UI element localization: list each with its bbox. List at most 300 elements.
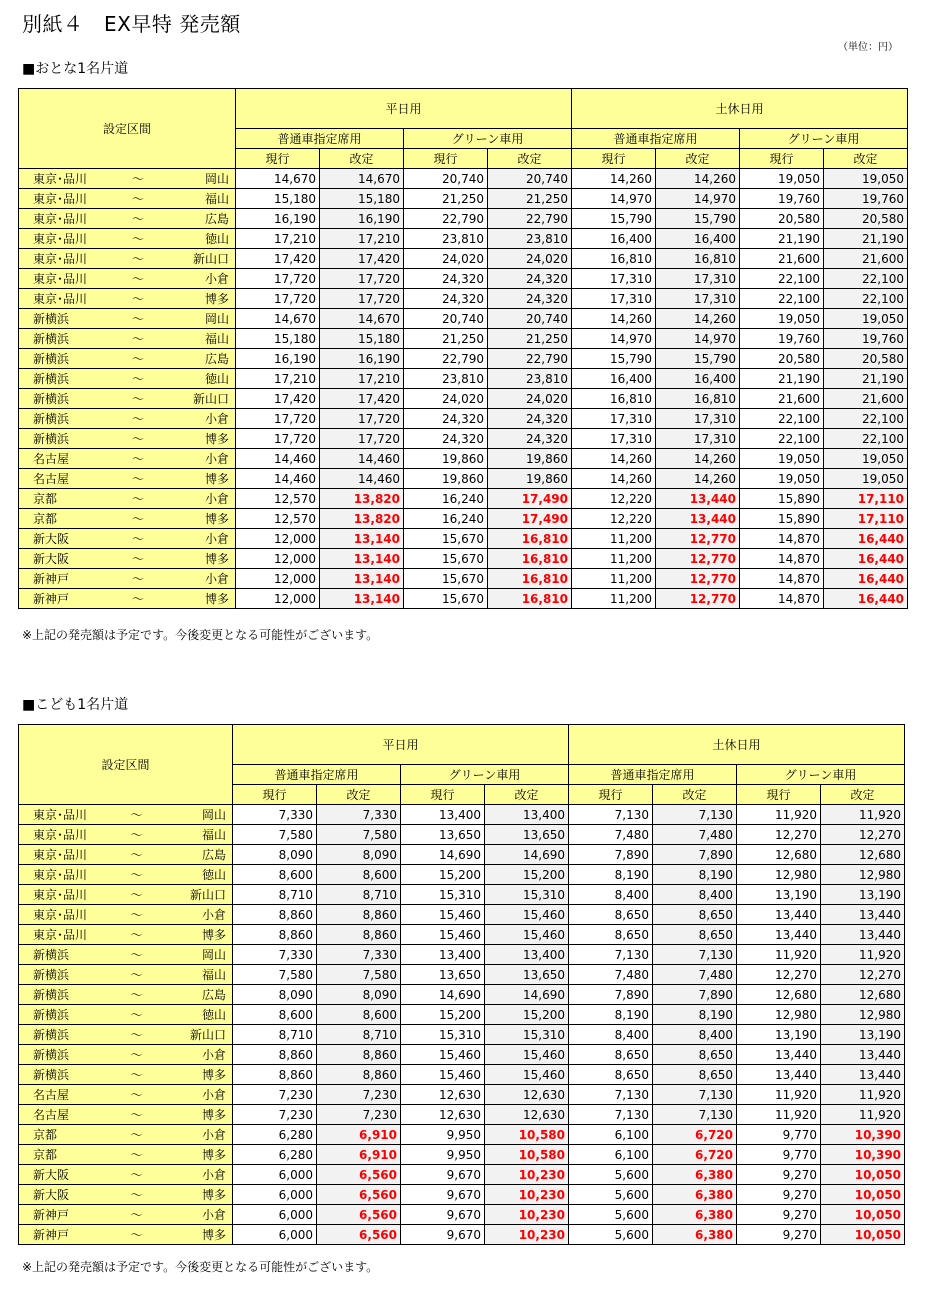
route-to: 岡山 [201, 808, 226, 822]
revised-fare-cell: 13,820 [320, 489, 404, 509]
route-from: 京都 [33, 492, 58, 506]
current-fare-cell: 21,190 [740, 229, 824, 249]
route-cell [19, 1125, 233, 1145]
route-cell [19, 945, 233, 965]
route [21, 1186, 230, 1203]
current-fare-cell: 12,000 [236, 569, 320, 589]
route-from: 新神戸 [33, 592, 70, 606]
route-to: 小倉 [201, 908, 226, 922]
revised-fare-cell: 13,140 [320, 549, 404, 569]
revised-fare-cell: 8,090 [317, 845, 401, 865]
route-to: 博多 [201, 1068, 226, 1082]
reserved-seat-header: 普通車指定席用 [236, 129, 404, 149]
revised-fare-cell: 8,190 [653, 1005, 737, 1025]
revised-fare-cell: 11,920 [821, 1085, 905, 1105]
table-row [19, 905, 905, 925]
current-fare-cell: 19,860 [404, 449, 488, 469]
current-fare-cell: 11,920 [737, 945, 821, 965]
current-fare-cell: 13,440 [737, 925, 821, 945]
route-from: 東京･品川 [33, 888, 88, 902]
current-fare-cell: 24,020 [404, 249, 488, 269]
revised-fare-cell: 7,580 [317, 825, 401, 845]
revised-fare-cell: 16,440 [824, 549, 908, 569]
current-fare-cell: 14,670 [236, 169, 320, 189]
current-fare-cell: 15,790 [572, 209, 656, 229]
current-fare-cell: 12,630 [401, 1085, 485, 1105]
route [21, 826, 230, 843]
route-tilde: ～ [131, 452, 144, 466]
revised-fare-cell: 11,920 [821, 1105, 905, 1125]
current-fare-cell: 17,720 [236, 269, 320, 289]
current-fare-cell: 19,050 [740, 169, 824, 189]
revised-fare-cell: 16,400 [656, 229, 740, 249]
route-to: 博多 [204, 472, 229, 486]
revised-fare-cell: 16,810 [656, 389, 740, 409]
route [21, 866, 230, 883]
route [21, 846, 230, 863]
current-fare-cell: 6,100 [569, 1125, 653, 1145]
current-fare-cell: 9,270 [737, 1185, 821, 1205]
route-from: 東京･品川 [33, 928, 88, 942]
route-from: 新神戸 [33, 1208, 70, 1222]
revised-fare-cell: 22,100 [824, 289, 908, 309]
route-to: 新山口 [189, 1028, 226, 1042]
route-cell [19, 1205, 233, 1225]
current-fare-cell: 14,970 [572, 329, 656, 349]
revised-fare-cell: 10,230 [485, 1185, 569, 1205]
route-cell [19, 229, 236, 249]
route-to: 小倉 [201, 1128, 226, 1142]
child-fare-table [18, 724, 905, 1245]
current-fare-cell: 24,320 [404, 409, 488, 429]
route-cell [19, 1185, 233, 1205]
weekday-header: 平日用 [233, 725, 569, 765]
route-to: 博多 [204, 432, 229, 446]
route-cell [19, 1105, 233, 1125]
table-row [19, 569, 908, 589]
route-tilde: ～ [131, 272, 144, 286]
revised-fare-cell: 16,440 [824, 589, 908, 609]
current-fare-cell: 7,130 [569, 1105, 653, 1125]
current-fare-cell: 11,920 [737, 1085, 821, 1105]
route-to: 博多 [204, 292, 229, 306]
table-row [19, 1165, 905, 1185]
current-fare-cell: 6,280 [233, 1125, 317, 1145]
current-fare-cell: 7,890 [569, 985, 653, 1005]
route-cell [19, 249, 236, 269]
revised-fare-cell: 14,460 [320, 469, 404, 489]
route-from: 新横浜 [33, 1028, 70, 1042]
route-tilde: ～ [130, 888, 143, 902]
revised-fare-cell: 13,190 [821, 885, 905, 905]
route-to: 小倉 [201, 1208, 226, 1222]
route-cell [19, 845, 233, 865]
current-fare-cell: 14,260 [572, 309, 656, 329]
route [21, 1146, 230, 1163]
revised-fare-cell: 14,690 [485, 985, 569, 1005]
revised-fare-cell: 20,740 [488, 169, 572, 189]
route [21, 390, 233, 407]
current-fare-cell: 15,460 [401, 1045, 485, 1065]
route-cell [19, 925, 233, 945]
current-fare-cell: 14,870 [740, 589, 824, 609]
revised-fare-cell: 10,050 [821, 1165, 905, 1185]
current-fare-cell: 22,100 [740, 409, 824, 429]
route [21, 230, 233, 247]
current-fare-cell: 8,860 [233, 925, 317, 945]
current-fare-cell: 12,980 [737, 1005, 821, 1025]
route-from: 新大阪 [33, 532, 70, 546]
current-header: 現行 [236, 149, 320, 169]
revised-fare-cell: 15,460 [485, 925, 569, 945]
revised-fare-cell: 19,050 [824, 169, 908, 189]
table-row [19, 1205, 905, 1225]
current-fare-cell: 7,890 [569, 845, 653, 865]
current-fare-cell: 12,220 [572, 509, 656, 529]
table-row [19, 169, 908, 189]
route-cell [19, 329, 236, 349]
current-fare-cell: 6,280 [233, 1145, 317, 1165]
revised-fare-cell: 14,670 [320, 169, 404, 189]
current-fare-cell: 8,860 [233, 1065, 317, 1085]
revised-fare-cell: 17,490 [488, 489, 572, 509]
current-fare-cell: 8,190 [569, 1005, 653, 1025]
revised-fare-cell: 8,650 [653, 925, 737, 945]
revised-fare-cell: 14,970 [656, 189, 740, 209]
revised-fare-cell: 23,810 [488, 229, 572, 249]
route-to: 広島 [204, 212, 229, 226]
revised-fare-cell: 24,320 [488, 289, 572, 309]
revised-fare-cell: 13,140 [320, 529, 404, 549]
route-from: 東京･品川 [33, 172, 88, 186]
route-tilde: ～ [131, 532, 144, 546]
revised-fare-cell: 7,480 [653, 825, 737, 845]
route-from: 東京･品川 [33, 848, 88, 862]
route [21, 590, 233, 607]
holiday-header: 土休日用 [569, 725, 905, 765]
route-cell [19, 1025, 233, 1045]
current-fare-cell: 8,090 [233, 985, 317, 1005]
current-fare-cell: 15,200 [401, 865, 485, 885]
revised-fare-cell: 10,050 [821, 1205, 905, 1225]
revised-fare-cell: 13,440 [821, 1045, 905, 1065]
route-to: 小倉 [204, 452, 229, 466]
revised-fare-cell: 8,090 [317, 985, 401, 1005]
route [21, 926, 230, 943]
current-fare-cell: 20,740 [404, 169, 488, 189]
route-tilde: ～ [131, 192, 144, 206]
current-header: 現行 [737, 785, 821, 805]
revised-fare-cell: 15,180 [320, 189, 404, 209]
route-from: 名古屋 [33, 472, 70, 486]
route-cell [19, 1165, 233, 1185]
current-fare-cell: 13,650 [401, 965, 485, 985]
route-to: 岡山 [204, 312, 229, 326]
current-fare-cell: 8,860 [233, 905, 317, 925]
revised-fare-cell: 10,390 [821, 1125, 905, 1145]
revised-fare-cell: 14,970 [656, 329, 740, 349]
current-fare-cell: 12,680 [737, 845, 821, 865]
current-fare-cell: 8,600 [233, 1005, 317, 1025]
current-fare-cell: 15,460 [401, 1065, 485, 1085]
current-fare-cell: 9,270 [737, 1165, 821, 1185]
route [21, 210, 233, 227]
revised-fare-cell: 21,600 [824, 249, 908, 269]
revised-fare-cell: 10,580 [485, 1145, 569, 1165]
current-fare-cell: 14,690 [401, 845, 485, 865]
child-note: ※上記の発売額は予定です。今後変更となる可能性がございます。 [22, 1260, 379, 1274]
route-cell [19, 209, 236, 229]
revised-fare-cell: 13,190 [821, 1025, 905, 1045]
route-cell [19, 269, 236, 289]
current-header: 現行 [740, 149, 824, 169]
header-row-period [19, 89, 908, 129]
revised-fare-cell: 15,310 [485, 885, 569, 905]
route-tilde: ～ [131, 572, 144, 586]
current-header: 現行 [401, 785, 485, 805]
revised-fare-cell: 13,440 [821, 925, 905, 945]
current-header: 現行 [569, 785, 653, 805]
revised-fare-cell: 20,740 [488, 309, 572, 329]
table-row [19, 1185, 905, 1205]
route-from: 新横浜 [33, 968, 70, 982]
revised-fare-cell: 10,230 [485, 1205, 569, 1225]
current-fare-cell: 13,190 [737, 1025, 821, 1045]
adult-fare-table [18, 88, 908, 609]
revised-fare-cell: 14,690 [485, 845, 569, 865]
route-tilde: ～ [130, 948, 143, 962]
revised-fare-cell: 8,860 [317, 925, 401, 945]
current-fare-cell: 8,600 [233, 865, 317, 885]
current-fare-cell: 22,790 [404, 349, 488, 369]
table-row [19, 409, 908, 429]
revised-fare-cell: 22,790 [488, 349, 572, 369]
revised-fare-cell: 13,140 [320, 589, 404, 609]
route-from: 東京･品川 [33, 212, 88, 226]
revised-fare-cell: 13,400 [485, 945, 569, 965]
revised-fare-cell: 7,890 [653, 985, 737, 1005]
revised-fare-cell: 17,420 [320, 249, 404, 269]
current-fare-cell: 17,420 [236, 249, 320, 269]
route-to: 小倉 [204, 572, 229, 586]
revised-fare-cell: 8,650 [653, 1045, 737, 1065]
header-row-period [19, 725, 905, 765]
green-car-header: グリーン車用 [401, 765, 569, 785]
current-fare-cell: 15,670 [404, 529, 488, 549]
route-cell [19, 1005, 233, 1025]
revised-fare-cell: 22,100 [824, 269, 908, 289]
current-fare-cell: 14,260 [572, 469, 656, 489]
route-cell [19, 189, 236, 209]
route-tilde: ～ [131, 492, 144, 506]
reserved-seat-header: 普通車指定席用 [572, 129, 740, 149]
table-row [19, 189, 908, 209]
current-fare-cell: 8,650 [569, 1045, 653, 1065]
route-tilde: ～ [131, 472, 144, 486]
current-fare-cell: 14,870 [740, 549, 824, 569]
revised-fare-cell: 21,250 [488, 329, 572, 349]
route-cell [19, 805, 233, 825]
revised-fare-cell: 15,460 [485, 1045, 569, 1065]
route-from: 東京･品川 [33, 868, 88, 882]
current-fare-cell: 17,720 [236, 409, 320, 429]
route-tilde: ～ [130, 988, 143, 1002]
current-fare-cell: 12,680 [737, 985, 821, 1005]
revised-fare-cell: 7,130 [653, 945, 737, 965]
route-tilde: ～ [131, 432, 144, 446]
current-fare-cell: 8,650 [569, 1065, 653, 1085]
revised-fare-cell: 10,390 [821, 1145, 905, 1165]
route [21, 1226, 230, 1243]
route-tilde: ～ [131, 392, 144, 406]
revised-fare-cell: 21,190 [824, 369, 908, 389]
route-tilde: ～ [130, 1028, 143, 1042]
current-fare-cell: 12,570 [236, 509, 320, 529]
route [21, 806, 230, 823]
table-row [19, 429, 908, 449]
current-fare-cell: 17,310 [572, 269, 656, 289]
table-row [19, 985, 905, 1005]
current-fare-cell: 17,310 [572, 409, 656, 429]
route [21, 1046, 230, 1063]
revised-fare-cell: 19,050 [824, 309, 908, 329]
route-tilde: ～ [130, 1128, 143, 1142]
route-to: 博多 [204, 552, 229, 566]
current-fare-cell: 22,790 [404, 209, 488, 229]
revised-fare-cell: 19,760 [824, 189, 908, 209]
route-cell [19, 309, 236, 329]
route [21, 946, 230, 963]
route-tilde: ～ [131, 512, 144, 526]
revised-fare-cell: 22,100 [824, 429, 908, 449]
green-car-header: グリーン車用 [740, 129, 908, 149]
route-to: 福山 [201, 828, 226, 842]
current-fare-cell: 5,600 [569, 1185, 653, 1205]
current-fare-cell: 12,270 [737, 825, 821, 845]
route-to: 福山 [204, 192, 229, 206]
revised-fare-cell: 20,580 [824, 349, 908, 369]
current-fare-cell: 7,480 [569, 825, 653, 845]
revised-fare-cell: 11,920 [821, 805, 905, 825]
route-cell [19, 349, 236, 369]
revised-fare-cell: 6,720 [653, 1145, 737, 1165]
route [21, 370, 233, 387]
current-header: 現行 [572, 149, 656, 169]
revised-fare-cell: 14,260 [656, 169, 740, 189]
revised-fare-cell: 8,400 [653, 1025, 737, 1045]
current-fare-cell: 19,050 [740, 449, 824, 469]
route-to: 博多 [204, 512, 229, 526]
route-from: 新横浜 [33, 312, 70, 326]
route-from: 新横浜 [33, 332, 70, 346]
revised-fare-cell: 15,310 [485, 1025, 569, 1045]
current-fare-cell: 14,460 [236, 469, 320, 489]
current-fare-cell: 15,200 [401, 1005, 485, 1025]
revised-header: 改定 [317, 785, 401, 805]
route-cell [19, 1225, 233, 1245]
revised-fare-cell: 12,770 [656, 569, 740, 589]
route-from: 東京･品川 [33, 232, 88, 246]
route-cell [19, 169, 236, 189]
revised-header: 改定 [320, 149, 404, 169]
table-row [19, 309, 908, 329]
route-from: 京都 [33, 512, 58, 526]
current-fare-cell: 12,000 [236, 549, 320, 569]
current-fare-cell: 7,130 [569, 945, 653, 965]
current-fare-cell: 15,670 [404, 569, 488, 589]
revised-fare-cell: 8,710 [317, 1025, 401, 1045]
revised-fare-cell: 12,680 [821, 845, 905, 865]
route-to: 広島 [201, 848, 226, 862]
route-tilde: ～ [131, 412, 144, 426]
reserved-seat-header: 普通車指定席用 [569, 765, 737, 785]
revised-fare-cell: 24,020 [488, 249, 572, 269]
route-to: 徳山 [201, 1008, 226, 1022]
revised-fare-cell: 24,020 [488, 389, 572, 409]
current-fare-cell: 14,460 [236, 449, 320, 469]
table-row [19, 389, 908, 409]
route-to: 博多 [201, 1148, 226, 1162]
revised-fare-cell: 8,650 [653, 1065, 737, 1085]
route [21, 966, 230, 983]
revised-fare-cell: 16,400 [656, 369, 740, 389]
revised-header: 改定 [656, 149, 740, 169]
current-fare-cell: 15,790 [572, 349, 656, 369]
route-tilde: ～ [130, 828, 143, 842]
adult-section-title: ■おとな1名片道 [22, 61, 129, 77]
revised-fare-cell: 17,210 [320, 229, 404, 249]
current-fare-cell: 19,050 [740, 309, 824, 329]
route-from: 名古屋 [33, 452, 70, 466]
revised-fare-cell: 8,600 [317, 1005, 401, 1025]
current-fare-cell: 20,740 [404, 309, 488, 329]
route [21, 886, 230, 903]
current-fare-cell: 16,240 [404, 489, 488, 509]
route-from: 新横浜 [33, 948, 70, 962]
revised-fare-cell: 20,580 [824, 209, 908, 229]
current-fare-cell: 15,890 [740, 509, 824, 529]
current-fare-cell: 8,710 [233, 885, 317, 905]
current-fare-cell: 20,580 [740, 349, 824, 369]
revised-fare-cell: 6,910 [317, 1145, 401, 1165]
current-fare-cell: 14,870 [740, 569, 824, 589]
revised-fare-cell: 17,110 [824, 509, 908, 529]
current-fare-cell: 9,270 [737, 1225, 821, 1245]
route-tilde: ～ [131, 252, 144, 266]
revised-fare-cell: 16,810 [488, 529, 572, 549]
revised-fare-cell: 7,480 [653, 965, 737, 985]
revised-fare-cell: 6,910 [317, 1125, 401, 1145]
route-from: 新大阪 [33, 1188, 70, 1202]
route-from: 新横浜 [33, 412, 70, 426]
route-tilde: ～ [130, 968, 143, 982]
current-fare-cell: 14,970 [572, 189, 656, 209]
revised-fare-cell: 12,770 [656, 529, 740, 549]
current-fare-cell: 13,440 [737, 905, 821, 925]
route-tilde: ～ [131, 172, 144, 186]
current-fare-cell: 17,210 [236, 229, 320, 249]
route-to: 新山口 [192, 252, 229, 266]
revised-fare-cell: 16,440 [824, 529, 908, 549]
revised-fare-cell: 13,440 [656, 509, 740, 529]
current-fare-cell: 8,090 [233, 845, 317, 865]
current-fare-cell: 13,400 [401, 805, 485, 825]
table-row [19, 1065, 905, 1085]
current-fare-cell: 20,580 [740, 209, 824, 229]
revised-fare-cell: 6,380 [653, 1205, 737, 1225]
revised-fare-cell: 8,400 [653, 885, 737, 905]
revised-fare-cell: 16,810 [488, 569, 572, 589]
